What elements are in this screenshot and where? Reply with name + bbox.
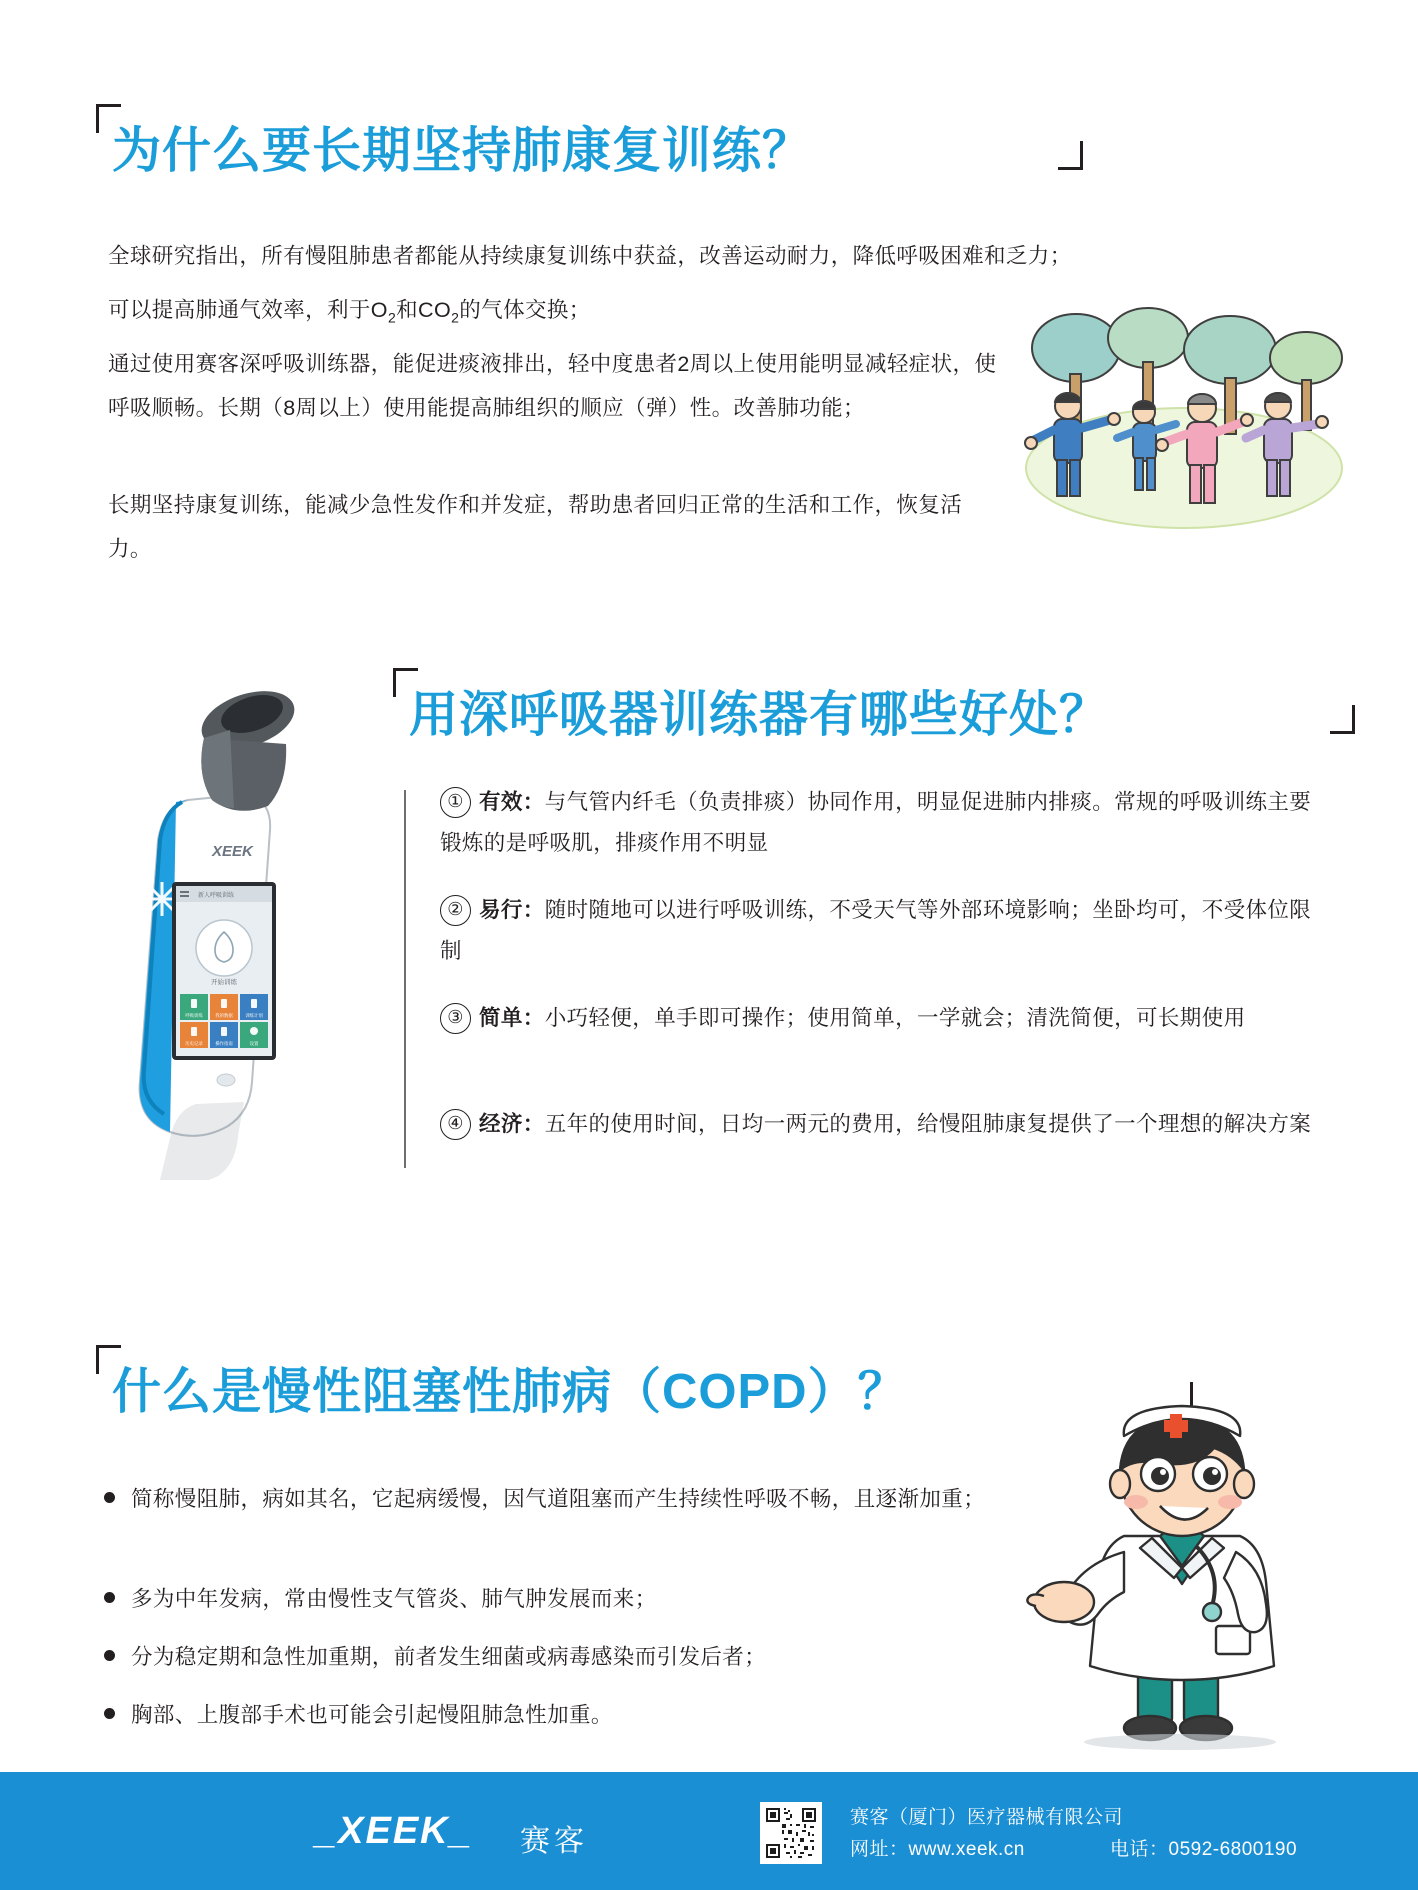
footer-website[interactable]: 网址：www.xeek.cn (850, 1839, 1025, 1860)
bullet-item (104, 1694, 1034, 1736)
section-1-paragraph-1: 全球研究指出，所有慢阻肺患者都能从持续康复训练中获益，改善运动耐力，降低呼吸困难和乏力； (108, 244, 1072, 268)
list-label: 经济： (479, 1112, 545, 1136)
svg-text:呼吸训练: 呼吸训练 (185, 1014, 203, 1019)
section-1-paragraph-2: 可以提高肺通气效率，利于$O_2$和$CO_2$的气体交换； (108, 298, 591, 326)
bracket-bottom-right-s2 (1330, 705, 1355, 734)
bullet-item (104, 1478, 1034, 1520)
list-label: 有效： (479, 790, 545, 814)
footer-logo-text: XEEK (338, 1810, 450, 1852)
list-number: ④ (440, 1109, 471, 1140)
illustration-doctor (1020, 1370, 1350, 1750)
bullet-text: 分为稳定期和急性加重期，前者发生细菌或病毒感染而引发后者； (131, 1645, 767, 1669)
svg-text:训练计划: 训练计划 (245, 1014, 263, 1019)
bracket-bottom-right-s1 (1058, 141, 1083, 170)
footer-logo-mark-2: _ (449, 1810, 473, 1852)
list-label: 简单： (479, 1006, 545, 1030)
svg-text:XEEK: XEEK (212, 843, 253, 860)
bullet-text: 胸部、上腹部手术也可能会引起慢阻肺急性加重。 (131, 1703, 613, 1727)
bullet-item (104, 1636, 1034, 1678)
qr-code[interactable] (760, 1802, 822, 1864)
svg-text:我的数据: 我的数据 (215, 1014, 233, 1019)
svg-text:历史记录: 历史记录 (185, 1042, 203, 1047)
list-item (440, 1104, 1320, 1145)
list-text: 随时随地可以进行呼吸训练，不受天气等外部环境影响；坐卧均可，不受体位限制 (440, 898, 1312, 963)
list-item (440, 782, 1320, 864)
bullet-text: 简称慢阻肺，病如其名，它起病缓慢，因气道阻塞而产生持续性呼吸不畅，且逐渐加重； (131, 1487, 986, 1511)
footer-logo (315, 1810, 473, 1853)
footer-company: 赛客（厦门）医疗器械有限公司 (850, 1807, 1124, 1828)
list-number: ① (440, 787, 471, 818)
section-1-paragraph-3: 通过使用赛客深呼吸训练器，能促进痰液排出，轻中度患者2周以上使用能明显减轻症状，使呼吸顺畅。长期（8周以上）使用能提高肺组织的顺应（弹）性。改善肺功能； (108, 352, 997, 420)
bullet-dot (104, 1592, 115, 1603)
bullet-dot (104, 1650, 115, 1661)
footer-bar (0, 1772, 1418, 1890)
list-text: 小巧轻便，单手即可操作；使用简单，一学就会；清洗简便，可长期使用 (544, 1006, 1246, 1030)
footer-logo-mark: _ (315, 1810, 339, 1852)
bullet-dot (104, 1492, 115, 1503)
device-image (100, 660, 380, 1180)
list-item (440, 998, 1320, 1039)
list-left-rule (404, 790, 406, 1168)
illustration-group-exercise (1016, 300, 1346, 540)
list-number: ② (440, 895, 471, 926)
list-item (440, 890, 1320, 972)
list-label: 易行： (479, 898, 545, 922)
bullet-item (104, 1578, 1034, 1620)
bullet-text: 多为中年发病，常由慢性支气管炎、肺气肿发展而来； (131, 1587, 657, 1611)
section-2-title: 用深呼吸器训练器有哪些好处？ (409, 688, 1110, 742)
svg-text:开始训练: 开始训练 (211, 978, 237, 986)
qr-code-pattern (764, 1806, 818, 1860)
section-3-title: 什么是慢性阻塞性肺病（COPD）？ (112, 1365, 908, 1419)
list-text: 五年的使用时间，日均一两元的费用，给慢阻肺康复提供了一个理想的解决方案 (544, 1112, 1312, 1136)
bullet-dot (104, 1708, 115, 1719)
footer-logo-cn: 赛客 (520, 1825, 588, 1858)
section-1-paragraph-4: 长期坚持康复训练，能减少急性发作和并发症，帮助患者回归正常的生活和工作，恢复活力。 (108, 493, 963, 561)
footer-telephone: 电话：0592-6800190 (1110, 1839, 1298, 1860)
list-number: ③ (440, 1003, 471, 1034)
svg-text:设置: 设置 (249, 1042, 259, 1047)
svg-text:新人呼吸训练: 新人呼吸训练 (198, 892, 235, 899)
section-1-title: 为什么要长期坚持肺康复训练？ (112, 124, 813, 178)
list-text: 与气管内纤毛（负责排痰）协同作用，明显促进肺内排痰。常规的呼吸训练主要锻炼的是呼吸肌，排痰作用不明显 (440, 790, 1312, 855)
svg-text:操作指南: 操作指南 (215, 1042, 233, 1047)
